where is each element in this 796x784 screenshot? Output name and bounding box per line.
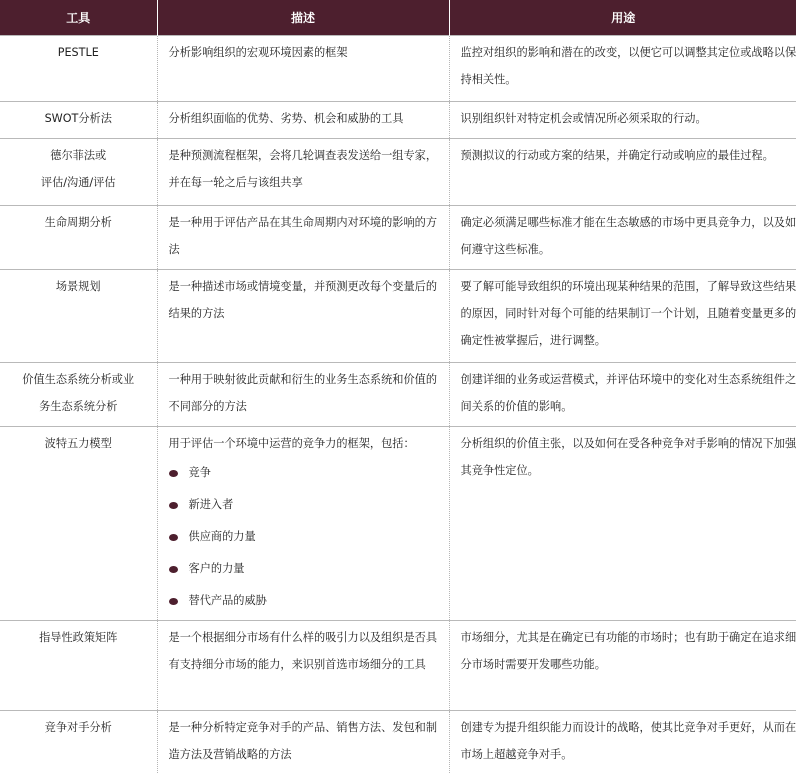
usage-cell: 预测拟议的行动或方案的结果，并确定行动或响应的最佳过程。 bbox=[449, 139, 796, 206]
tool-name-line2: 务生态系统分析 bbox=[39, 400, 118, 413]
tool-name: 指导性政策矩阵 bbox=[39, 631, 118, 644]
usage-cell: 创建详细的业务或运营模式，并评估环境中的变化对生态系统组件之间关系的价值的影响。 bbox=[449, 363, 796, 427]
tool-name: PESTLE bbox=[57, 46, 99, 59]
tool-name-line2: 评估/沟通/评估 bbox=[40, 176, 116, 189]
tool-cell bbox=[0, 711, 157, 773]
list-item-label: 供应商的力量 bbox=[188, 530, 256, 543]
usage-cell: 创建专为提升组织能力而设计的战略，使其比竞争对手更好，从而在市场上超越竞争对手。 bbox=[449, 711, 796, 773]
header-usage: 用途 bbox=[449, 0, 796, 36]
list-item bbox=[169, 553, 446, 585]
tool-cell bbox=[0, 102, 157, 139]
list-item-label: 替代产品的威胁 bbox=[188, 594, 267, 607]
list-item-label: 客户的力量 bbox=[188, 562, 245, 575]
list-item bbox=[169, 489, 446, 521]
table-row bbox=[0, 36, 796, 102]
usage-cell: 监控对组织的影响和潜在的改变，以便它可以调整其定位或战略以保持相关性。 bbox=[449, 36, 796, 102]
tool-cell bbox=[0, 206, 157, 270]
table-header-row bbox=[0, 0, 796, 36]
tool-name: 波特五力模型 bbox=[44, 437, 112, 450]
table-row bbox=[0, 206, 796, 270]
bullet-icon bbox=[169, 502, 178, 509]
list-item bbox=[169, 585, 446, 617]
description-cell bbox=[157, 427, 449, 621]
list-item bbox=[169, 457, 446, 489]
tool-name: 场景规划 bbox=[55, 280, 101, 293]
description-cell: 分析影响组织的宏观环境因素的框架 bbox=[157, 36, 449, 102]
table-row bbox=[0, 621, 796, 711]
bullet-icon bbox=[169, 534, 178, 541]
tool-cell bbox=[0, 36, 157, 102]
description-cell: 是一种描述市场或情境变量，并预测更改每个变量后的结果的方法 bbox=[157, 270, 449, 363]
tool-name: 价值生态系统分析或业 bbox=[22, 373, 135, 386]
list-item bbox=[169, 521, 446, 553]
usage-cell: 市场细分，尤其是在确定已有功能的市场时；也有助于确定在追求细分市场时需要开发哪些功能。 bbox=[449, 621, 796, 711]
header-tool: 工具 bbox=[0, 0, 157, 36]
bullet-icon bbox=[169, 598, 178, 605]
bullet-icon bbox=[169, 470, 178, 477]
list-item-label: 新进入者 bbox=[188, 498, 234, 511]
table-row bbox=[0, 711, 796, 773]
table-row bbox=[0, 427, 796, 621]
tool-cell bbox=[0, 139, 157, 206]
tool-cell bbox=[0, 270, 157, 363]
usage-cell: 确定必须满足哪些标准才能在生态敏感的市场中更具竞争力，以及如何遵守这些标准。 bbox=[449, 206, 796, 270]
tool-name: 竞争对手分析 bbox=[44, 721, 112, 734]
tool-cell bbox=[0, 621, 157, 711]
usage-cell: 识别组织针对特定机会或情况所必须采取的行动。 bbox=[449, 102, 796, 139]
description-cell: 分析组织面临的优势、劣势、机会和威胁的工具 bbox=[157, 102, 449, 139]
description-cell: 一种用于映射彼此贡献和衍生的业务生态系统和价值的不同部分的方法 bbox=[157, 363, 449, 427]
table-row bbox=[0, 139, 796, 206]
usage-cell: 分析组织的价值主张，以及如何在受各种竞争对手影响的情况下加强其竞争性定位。 bbox=[449, 427, 796, 621]
table-row bbox=[0, 363, 796, 427]
tool-name: 德尔菲法或 bbox=[50, 149, 107, 162]
description-text: 用于评估一个环境中运营的竞争力的框架，包括： bbox=[168, 437, 415, 450]
header-description: 描述 bbox=[157, 0, 449, 36]
usage-cell: 要了解可能导致组织的环境出现某种结果的范围，了解导致这些结果的原因，同时针对每个可能的结果制订一个计划，且随着变量更多的确定性被掌握后，进行调整。 bbox=[449, 270, 796, 363]
tool-name: 生命周期分析 bbox=[44, 216, 112, 229]
forces-list bbox=[169, 457, 446, 617]
table-row bbox=[0, 270, 796, 363]
tool-cell bbox=[0, 363, 157, 427]
bullet-icon bbox=[169, 566, 178, 573]
description-cell: 是一种用于评估产品在其生命周期内对环境的影响的方法 bbox=[157, 206, 449, 270]
tool-cell bbox=[0, 427, 157, 621]
table-row bbox=[0, 102, 796, 139]
list-item-label: 竞争 bbox=[188, 466, 211, 479]
description-cell: 是一种分析特定竞争对手的产品、销售方法、发包和制造方法及营销战略的方法 bbox=[157, 711, 449, 773]
description-cell: 是一个根据细分市场有什么样的吸引力以及组织是否具有支持细分市场的能力，来识别首选市场细分的工具 bbox=[157, 621, 449, 711]
tool-name: SWOT分析法 bbox=[44, 112, 112, 125]
description-cell: 是种预测流程框架，会将几轮调查表发送给一组专家，并在每一轮之后与该组共享 bbox=[157, 139, 449, 206]
